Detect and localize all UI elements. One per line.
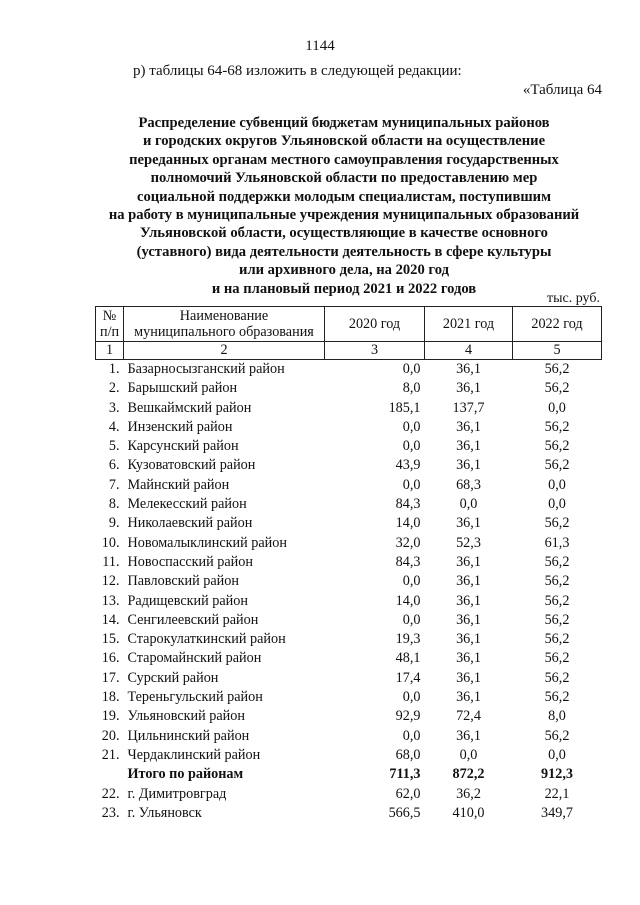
table-row: [96, 553, 602, 572]
value-2021: 36,1: [456, 727, 481, 744]
table-row: [96, 649, 602, 668]
value-2021: 36,1: [456, 361, 481, 377]
value-2021: 36,1: [456, 689, 481, 706]
municipality-name: Тереньгульский район: [127, 689, 263, 706]
value-2022: 56,2: [544, 418, 570, 435]
value-2020: 185,1: [388, 399, 421, 416]
row-number: 17.: [101, 669, 120, 686]
column-number-4: 4: [425, 342, 513, 360]
value-2022: 56,2: [544, 457, 570, 474]
row-number: 2.: [108, 380, 120, 397]
row-number: 6.: [108, 457, 120, 474]
value-2021: 36,1: [456, 515, 481, 532]
title-line: или архивного дела, на 2020 год: [239, 262, 449, 279]
row-number: 16.: [101, 650, 120, 667]
municipality-name: Радищевский район: [127, 592, 248, 609]
units-label: тыс. руб.: [547, 291, 600, 306]
subvention-table: [95, 306, 602, 823]
value-2021: 0,0: [459, 496, 478, 513]
table-body: [96, 360, 602, 824]
municipality-name: Николаевский район: [127, 515, 253, 532]
table-row: [96, 785, 602, 804]
table-title: [80, 114, 608, 298]
title-line: и городских округов Ульяновской области на осуществление: [142, 133, 546, 150]
table-row: [96, 727, 602, 746]
municipality-name: Карсунский район: [127, 438, 239, 455]
title-line: Ульяновской области, осуществляющие в качестве основного: [140, 225, 548, 242]
value-2020: 0,0: [402, 611, 421, 628]
value-2022: 56,2: [544, 611, 570, 628]
value-2021: 36,1: [456, 573, 481, 590]
column-number-3: 3: [325, 342, 425, 360]
value-2021: 410,0: [452, 804, 485, 821]
value-2021: 872,2: [452, 766, 485, 783]
value-2020: 92,9: [395, 708, 421, 725]
municipality-name: Итого по районам: [127, 766, 244, 783]
row-number: 10.: [101, 534, 120, 551]
municipality-name: Инзенский район: [127, 418, 233, 435]
value-2020: 43,9: [395, 457, 421, 474]
municipality-name: Сурский район: [127, 669, 219, 686]
table-row: [96, 418, 602, 437]
table-row: [96, 611, 602, 630]
value-2021: 36,2: [456, 785, 481, 802]
table-row: [96, 399, 602, 418]
value-2020: 8,0: [402, 380, 421, 397]
value-2021: 68,3: [456, 476, 481, 493]
table-row: [96, 592, 602, 611]
table-row: [96, 572, 602, 591]
municipality-name: Кузоватовский район: [127, 457, 256, 474]
table-row: [96, 746, 602, 765]
value-2020: 62,0: [395, 785, 421, 802]
value-2021: 36,1: [456, 380, 481, 397]
value-2021: 36,1: [456, 592, 481, 609]
value-2020: 14,0: [395, 592, 421, 609]
value-2022: 0,0: [548, 746, 566, 763]
table-row: [96, 437, 602, 456]
table-row: [96, 707, 602, 726]
value-2020: 68,0: [395, 746, 421, 763]
row-number: 8.: [108, 496, 120, 513]
value-2022: 56,2: [544, 631, 570, 648]
municipality-name: Павловский район: [127, 573, 239, 590]
value-2022: 56,2: [544, 438, 570, 455]
municipality-name: Базарносызганский район: [127, 361, 285, 377]
row-number: 12.: [101, 573, 120, 590]
row-number: 1.: [108, 361, 120, 377]
municipality-name: Майнский район: [127, 476, 230, 493]
municipality-name: г. Димитровград: [127, 785, 227, 802]
value-2021: 52,3: [456, 534, 481, 551]
value-2020: 19,3: [395, 631, 421, 648]
value-2021: 36,1: [456, 650, 481, 667]
value-2020: 0,0: [402, 476, 421, 493]
value-2020: 84,3: [395, 553, 421, 570]
title-line: на работу в муниципальные учреждения муниципальных образований: [108, 207, 580, 224]
header-name: Наименование муниципального образования: [124, 307, 325, 342]
value-2020: 48,1: [395, 650, 421, 667]
value-2020: 566,5: [388, 804, 421, 821]
municipality-name: Барышский район: [127, 380, 238, 397]
value-2022: 56,2: [544, 515, 570, 532]
value-2022: 56,2: [544, 380, 570, 397]
value-2020: 0,0: [402, 418, 421, 435]
header-2021: 2021 год: [425, 307, 513, 342]
value-2022: 56,2: [544, 592, 570, 609]
value-2020: 0,0: [402, 727, 421, 744]
value-2021: 36,1: [456, 631, 481, 648]
column-number-2: 2: [124, 342, 325, 360]
municipality-name: Ульяновский район: [127, 708, 245, 725]
value-2021: 72,4: [456, 708, 481, 725]
value-2022: 56,2: [544, 361, 570, 377]
row-number: [96, 765, 124, 784]
table-row: [96, 630, 602, 649]
title-line: Распределение субвенций бюджетам муниципальных районов: [138, 115, 550, 131]
column-number-5: 5: [513, 342, 602, 360]
row-number: 13.: [101, 592, 120, 609]
title-line: и на плановый период 2021 и 2022 годов: [211, 280, 477, 297]
page-number: 1144: [305, 38, 335, 54]
instruction-text: р) таблицы 64-68 изложить в следующей редакции:: [133, 63, 462, 79]
value-2022: 56,2: [544, 669, 570, 686]
header-number: № п/п: [96, 307, 124, 342]
value-2021: 36,1: [456, 553, 481, 570]
value-2021: 36,1: [456, 457, 481, 474]
municipality-name: г. Ульяновск: [127, 804, 202, 821]
value-2020: 711,3: [389, 766, 421, 783]
table-row: [96, 669, 602, 688]
title-line: переданных органам местного самоуправления государственных: [129, 151, 559, 168]
municipality-name: Новоспасский район: [127, 553, 253, 570]
municipality-name: Сенгилеевский район: [127, 611, 259, 628]
row-number: 14.: [101, 611, 120, 628]
municipality-name: Старомайнский район: [127, 650, 262, 667]
value-2021: 36,1: [456, 611, 481, 628]
municipality-name: Мелекесский район: [127, 496, 247, 513]
table-row: [96, 514, 602, 533]
row-number: 19.: [101, 708, 120, 725]
value-2020: 0,0: [402, 438, 421, 455]
value-2020: 0,0: [402, 361, 421, 377]
table-row: [96, 379, 602, 398]
value-2022: 0,0: [548, 399, 566, 416]
value-2020: 17,4: [395, 669, 421, 686]
value-2022: 349,7: [541, 804, 573, 821]
value-2022: 8,0: [548, 708, 566, 725]
value-2022: 56,2: [544, 727, 570, 744]
municipality-name: Чердаклинский район: [127, 746, 261, 763]
table-row: [96, 688, 602, 707]
row-number: 9.: [108, 515, 120, 532]
row-number: 3.: [108, 399, 120, 416]
header-2022: 2022 год: [513, 307, 602, 342]
table-row: [96, 804, 602, 823]
row-number: 7.: [108, 476, 120, 493]
row-number: 22.: [101, 785, 120, 802]
row-number: 4.: [108, 418, 120, 435]
row-number: 21.: [101, 746, 120, 763]
value-2022: 56,2: [544, 573, 570, 590]
value-2022: 56,2: [544, 650, 570, 667]
table-row: [96, 495, 602, 514]
value-2021: 36,1: [456, 418, 481, 435]
value-2020: 0,0: [402, 689, 421, 706]
header-2020: 2020 год: [325, 307, 425, 342]
title-line: социальной поддержки молодым специалистам, поступившим: [136, 188, 552, 205]
value-2022: 56,2: [544, 689, 570, 706]
table-row: [96, 476, 602, 495]
value-2022: 912,3: [541, 766, 573, 783]
title-line: полномочий Ульяновской области по предоставлению мер: [150, 170, 538, 187]
municipality-name: Цильнинский район: [127, 727, 250, 744]
row-number: 5.: [108, 438, 120, 455]
value-2021: 36,1: [456, 438, 481, 455]
row-number: 23.: [101, 804, 120, 821]
value-2022: 0,0: [548, 476, 566, 493]
value-2021: 36,1: [456, 669, 481, 686]
value-2021: 137,7: [452, 399, 485, 416]
table-reference: «Таблица 64: [522, 82, 602, 98]
row-number: 18.: [101, 689, 120, 706]
table-row: [96, 534, 602, 553]
value-2022: 22,1: [544, 785, 570, 802]
value-2022: 56,2: [544, 553, 570, 570]
municipality-name: Вешкаймский район: [127, 399, 252, 416]
row-number: 11.: [102, 553, 120, 570]
table-row: [96, 456, 602, 475]
value-2020: 0,0: [402, 573, 421, 590]
value-2020: 32,0: [395, 534, 421, 551]
total-row: [96, 765, 602, 784]
value-2022: 61,3: [544, 534, 570, 551]
value-2020: 14,0: [395, 515, 421, 532]
row-number: 15.: [101, 631, 120, 648]
column-number-1: 1: [96, 342, 124, 360]
row-number: 20.: [101, 727, 120, 744]
value-2020: 84,3: [395, 496, 421, 513]
value-2021: 0,0: [459, 746, 478, 763]
value-2022: 0,0: [548, 496, 566, 513]
municipality-name: Новомалыклинский район: [127, 534, 287, 551]
title-line: (уставного) вида деятельности деятельность в сфере культуры: [136, 243, 552, 260]
municipality-name: Старокулаткинский район: [127, 631, 286, 648]
table-row: [96, 360, 602, 380]
